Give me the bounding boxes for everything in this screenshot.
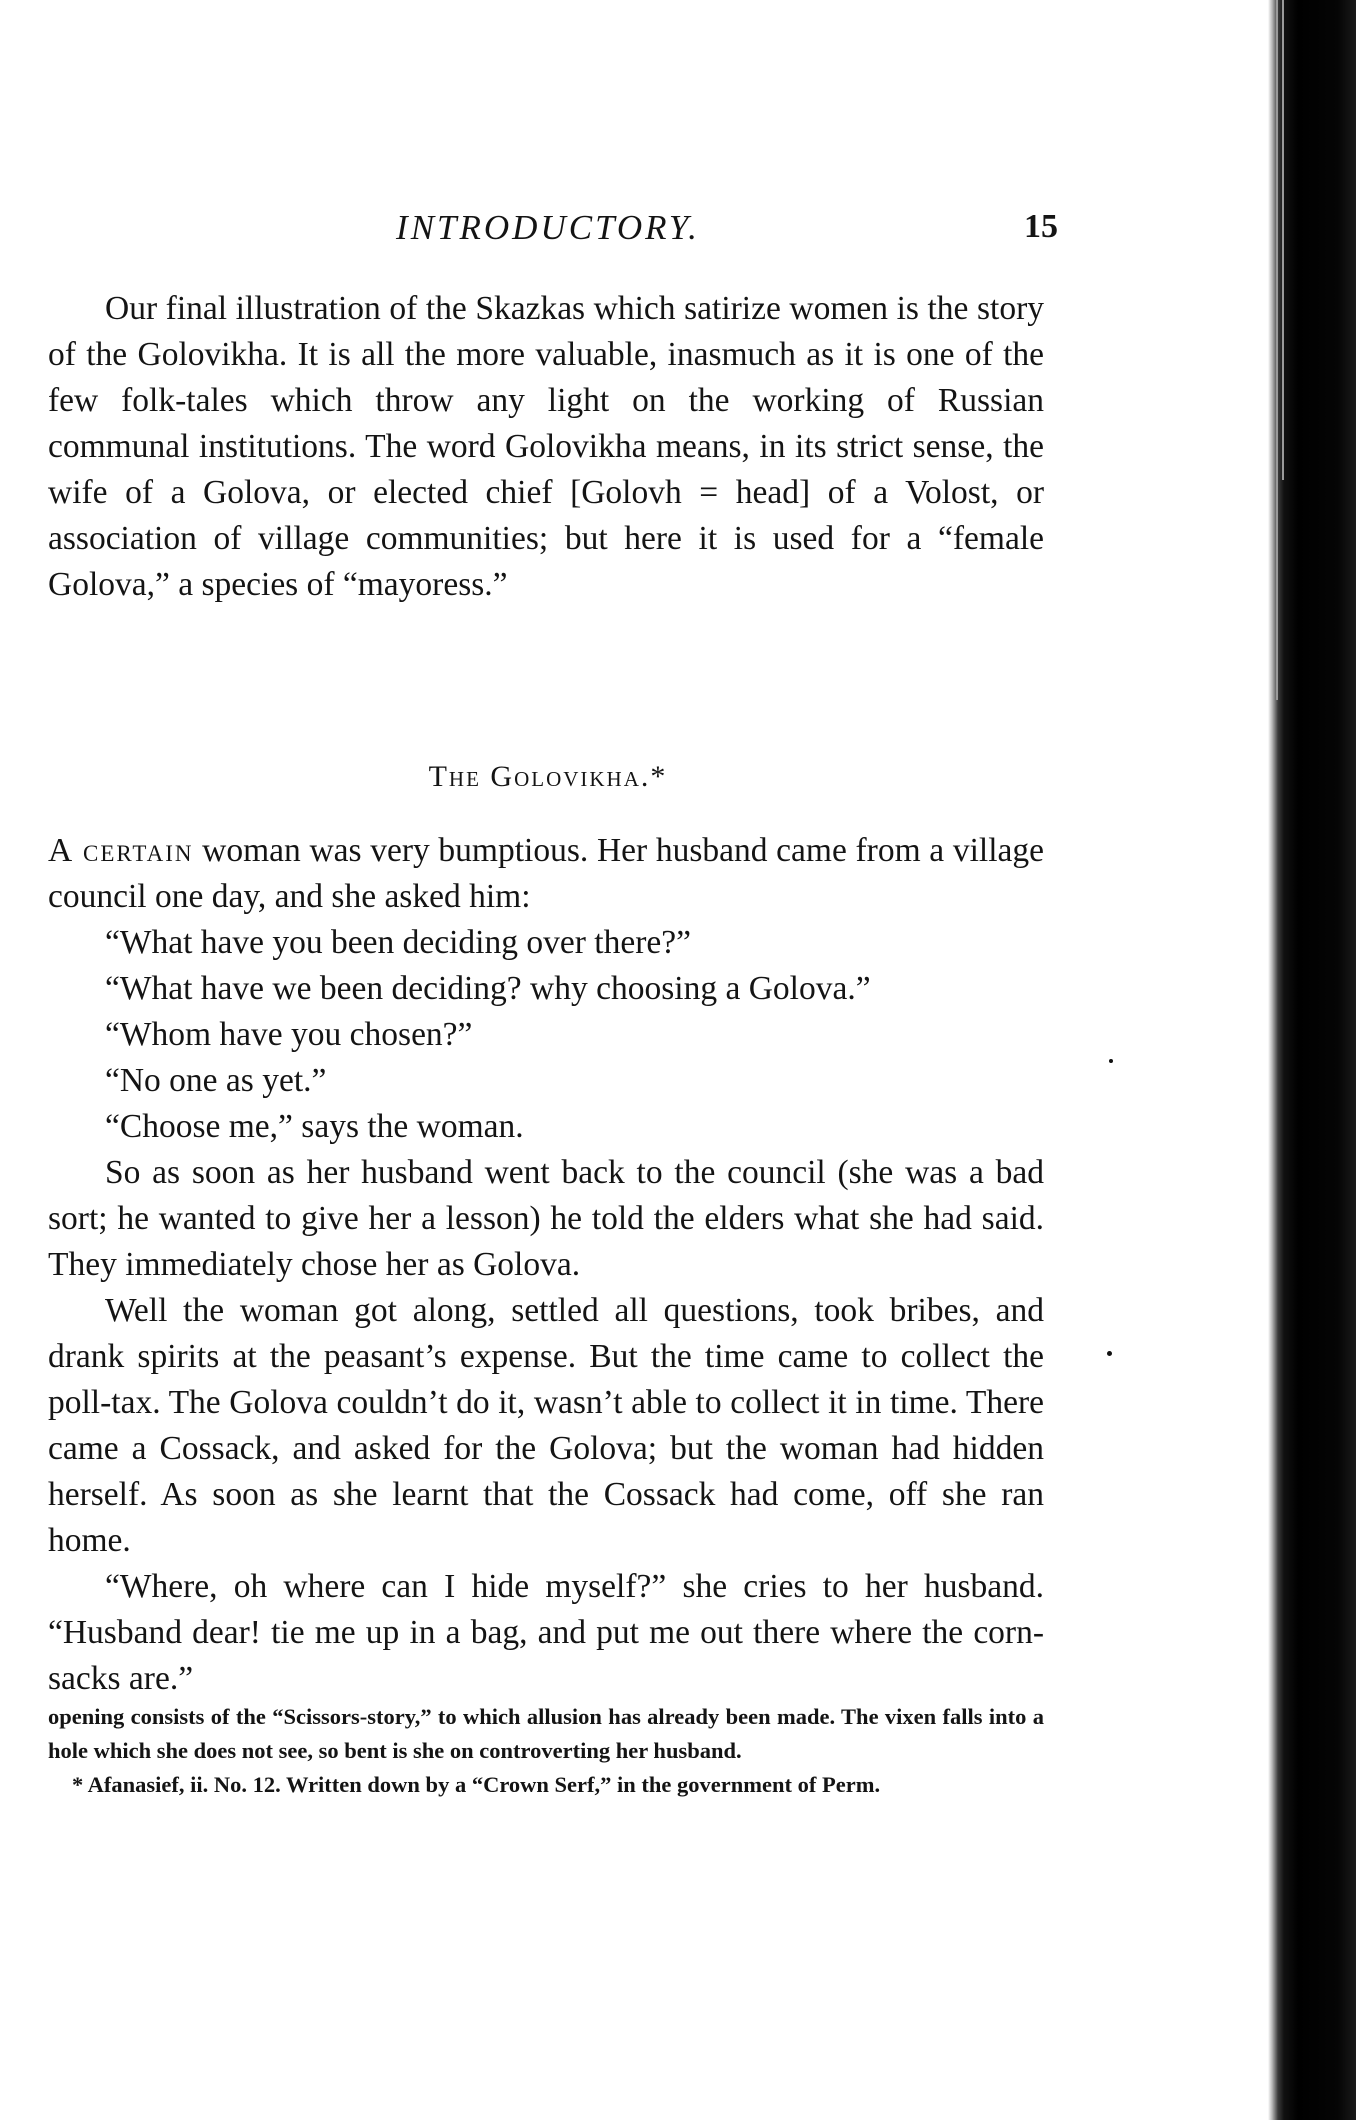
footnote-continuation: opening consists of the “Scissors-story,” to which allusion has already been made. The vixen falls into a hole which she does not see, so bent is she on controverting her husband. — [48, 1704, 1044, 1763]
binding-streak — [1282, 0, 1284, 480]
binding-streak — [1276, 0, 1278, 700]
story-body — [48, 828, 1044, 1702]
footnote-afanasief: * Afanasief, ii. No. 12. Written down by a “Crown Serf,” in the government of Perm. — [72, 1772, 881, 1797]
dialogue-line: “Whom have you chosen?” — [105, 1016, 473, 1053]
book-binding-edge — [1268, 0, 1356, 2120]
dialogue-line: “Choose me,” says the woman. — [105, 1108, 524, 1145]
footnotes — [48, 1700, 1044, 1802]
story-title — [48, 760, 1048, 794]
dialogue-line: “What have you been deciding over there?” — [105, 924, 691, 961]
dialogue-line: “No one as yet.” — [105, 1062, 327, 1099]
story-opening — [48, 828, 1044, 920]
dialogue-line: “What have we been deciding? why choosing a Golova.” — [105, 970, 871, 1007]
story-opening-smallcaps: A certain — [48, 832, 194, 869]
ink-speck — [1109, 1059, 1113, 1063]
story-title-text: The Golovikha.* — [428, 760, 668, 793]
story-paragraph: “Where, oh where can I hide myself?” she cries to her husband. “Husband dear! tie me up in a bag, and put me out there where the corn-sacks are.” — [48, 1568, 1044, 1697]
page-header — [48, 208, 1058, 258]
page-number: 15 — [1024, 208, 1058, 245]
story-paragraph: So as soon as her husband went back to the council (she was a bad sort; he wanted to give her a lesson) he told the elders what she had said. They immediately chose her as Golova. — [48, 1154, 1044, 1283]
story-paragraph: Well the woman got along, settled all questions, took bribes, and drank spirits at the peasant’s expense. But the time came to collect the poll-tax. The Golova couldn’t do it, wasn’t able to collect it in time. There came a Cossack, and asked for the Golova; but the woman had hidden herself. As soon as she learnt that the Cossack had come, off she ran home. — [48, 1292, 1044, 1559]
ink-speck — [1107, 1351, 1112, 1356]
running-head: INTRODUCTORY. — [396, 208, 700, 247]
intro-paragraph: Our final illustration of the Skazkas which satirize women is the story of the Golovikha. It is all the more valuable, inasmuch as it is one of the few folk-tales which throw any light on the working of Russian communal institutions. The word Golovikha means, in its strict sense, the wife of a Golova, or elected chief [Golovh = head] of a Volost, or association of village communities; but here it is used for a “female Golova,” a species of “mayoress.” — [48, 290, 1044, 603]
story-opening-rest: woman was very bumptious. Her husband came from a village council one day, and she asked him: — [48, 832, 1045, 915]
